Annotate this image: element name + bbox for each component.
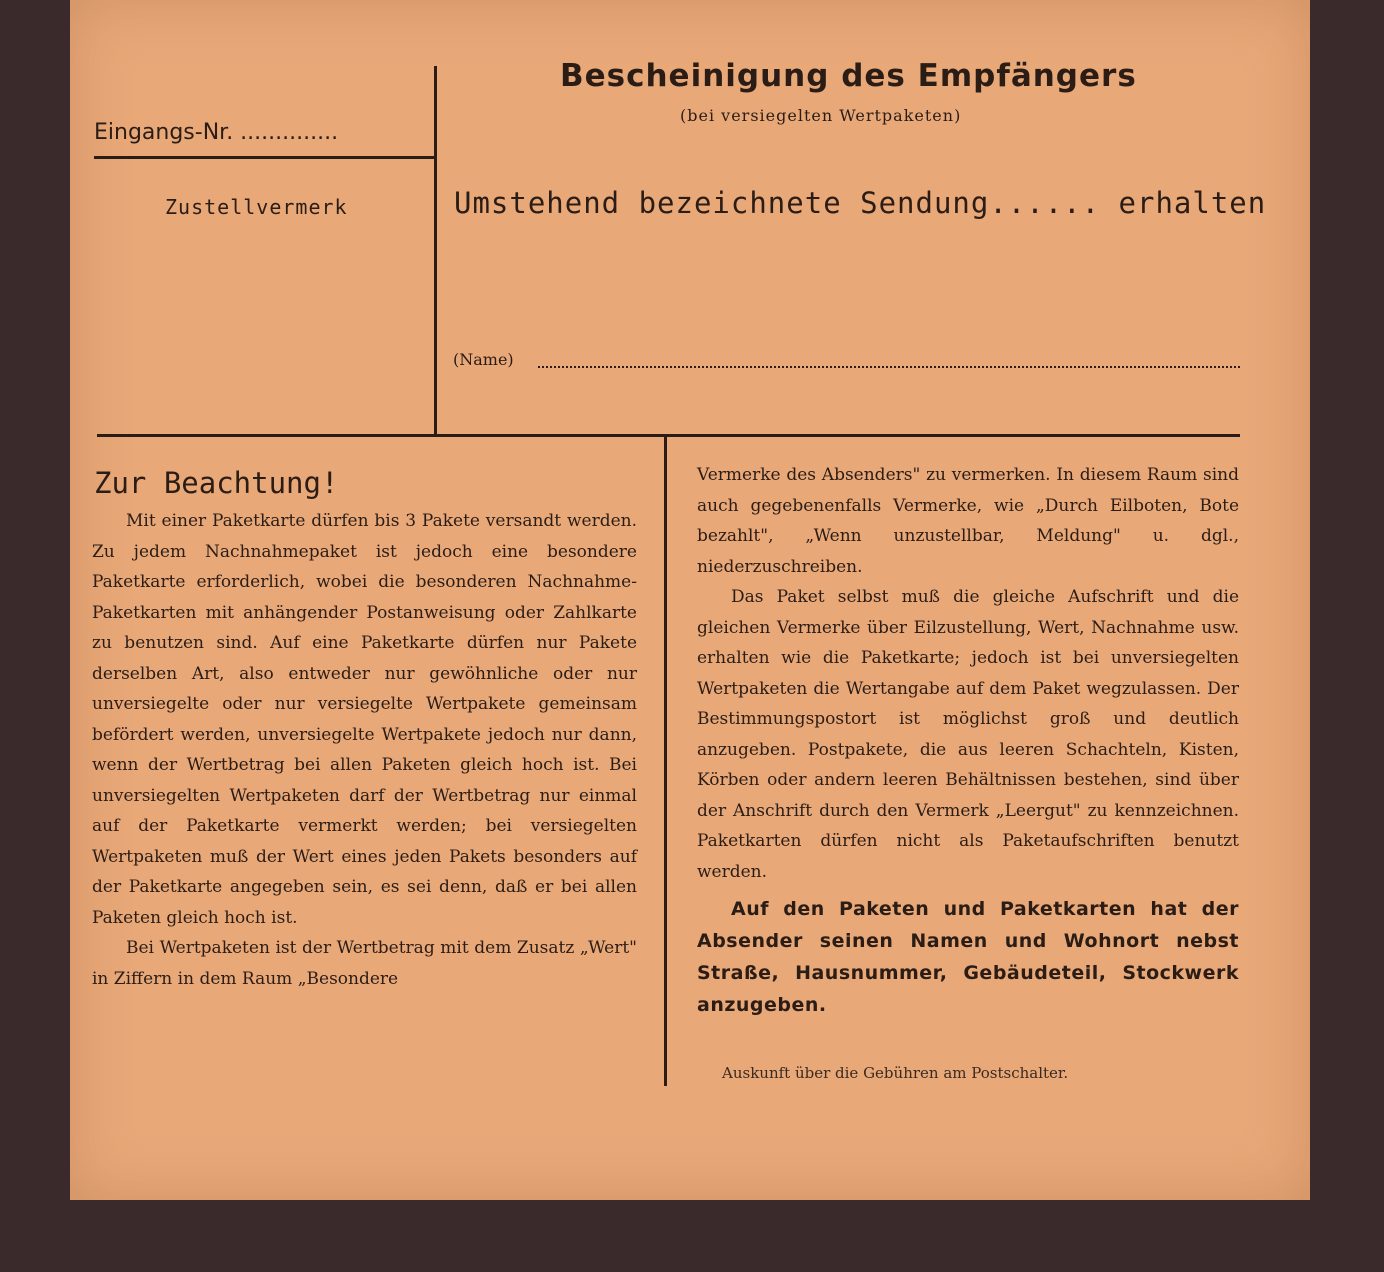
- receipt-statement: Umstehend bezeichnete Sendung...... erhalten: [454, 186, 1267, 220]
- name-signature-line: [538, 366, 1240, 368]
- notice-right-paragraph-1: Vermerke des Absenders" zu vermerken. In diesem Raum sind auch gegebenenfalls Vermerke, wie „Durch Eilboten, Bote bezahlt", „Wenn unzustellbar, Meldung" u. dgl., niederzuschreiben.: [697, 465, 1239, 577]
- notice-left-paragraph-1: Mit einer Paketkarte dürfen bis 3 Pakete versandt werden. Zu jedem Nachnahmepaket ist jedoch eine besondere Paketkarte erforderlich, wobei die besonderen Nachnahme-Paketkarten mit anhängender Postanweisung oder Zahlkarte zu benutzen sind. Auf eine Paketkarte dürfen nur Pakete derselben Art, also entweder nur gewöhnliche oder nur unversiegelte oder nur versiegelte Wertpakete gemeinsam befördert werden, unversiegelte Wertpakete jedoch nur dann, wenn der Wertbetrag bei allen Paketen gleich hoch ist. Bei unversiegelten Wertpaketen darf der Wertbetrag nur einmal auf der Paketkarte vermerkt werden; bei versiegelten Wertpaketen muß der Wert eines jeden Pakets besonders auf der Paketkarte angegeben sein, es sei denn, daß er bei allen Paketen gleich hoch ist.: [92, 511, 637, 928]
- divider-horizontal-main: [97, 434, 1240, 437]
- form-subtitle: (bei versiegelten Wertpaketen): [680, 106, 962, 125]
- auskunft-note: Auskunft über die Gebühren am Postschalter.: [722, 1064, 1069, 1082]
- notice-left-paragraph-2: Bei Wertpaketen ist der Wertbetrag mit dem Zusatz „Wert" in Ziffern in dem Raum „Besondere: [92, 938, 637, 989]
- parcel-card: [70, 0, 1310, 1200]
- notice-right-paragraph-2: Das Paket selbst muß die gleiche Aufschrift und die gleichen Vermerke über Eilzustellung, Wert, Nachnahme usw. erhalten wie die Paketkarte; jedoch ist bei unversiegelten Wertpaketen die Wertangabe auf dem Paket wegzulassen. Der Bestimmungspostort ist möglichst groß und deutlich anzugeben. Postpakete, die aus leeren Schachteln, Kisten, Körben oder andern leeren Behältnissen bestehen, sind über der Anschrift durch den Vermerk „Leergut" zu kennzeichnen. Paketkarten dürfen nicht als Paketaufschriften benutzt werden.: [697, 587, 1239, 882]
- notice-right-bold-paragraph: Auf den Paketen und Paketkarten hat der Absender seinen Namen und Wohnort nebst Straße, Hausnummer, Gebäudeteil, Stockwerk anzugeben.: [697, 898, 1239, 1016]
- zustellvermerk-label: Zustellvermerk: [165, 195, 348, 219]
- name-label: (Name): [453, 350, 514, 369]
- divider-eingang: [94, 156, 434, 159]
- notice-right-column: [697, 460, 1239, 1021]
- divider-vertical-top: [434, 66, 437, 434]
- notice-heading: Zur Beachtung!: [94, 466, 339, 500]
- notice-left-column: [92, 506, 637, 994]
- divider-vertical-bottom: [664, 436, 667, 1086]
- form-title: Bescheinigung des Empfängers: [560, 58, 1137, 94]
- eingang-nr-label: Eingangs-Nr. ..............: [94, 120, 339, 145]
